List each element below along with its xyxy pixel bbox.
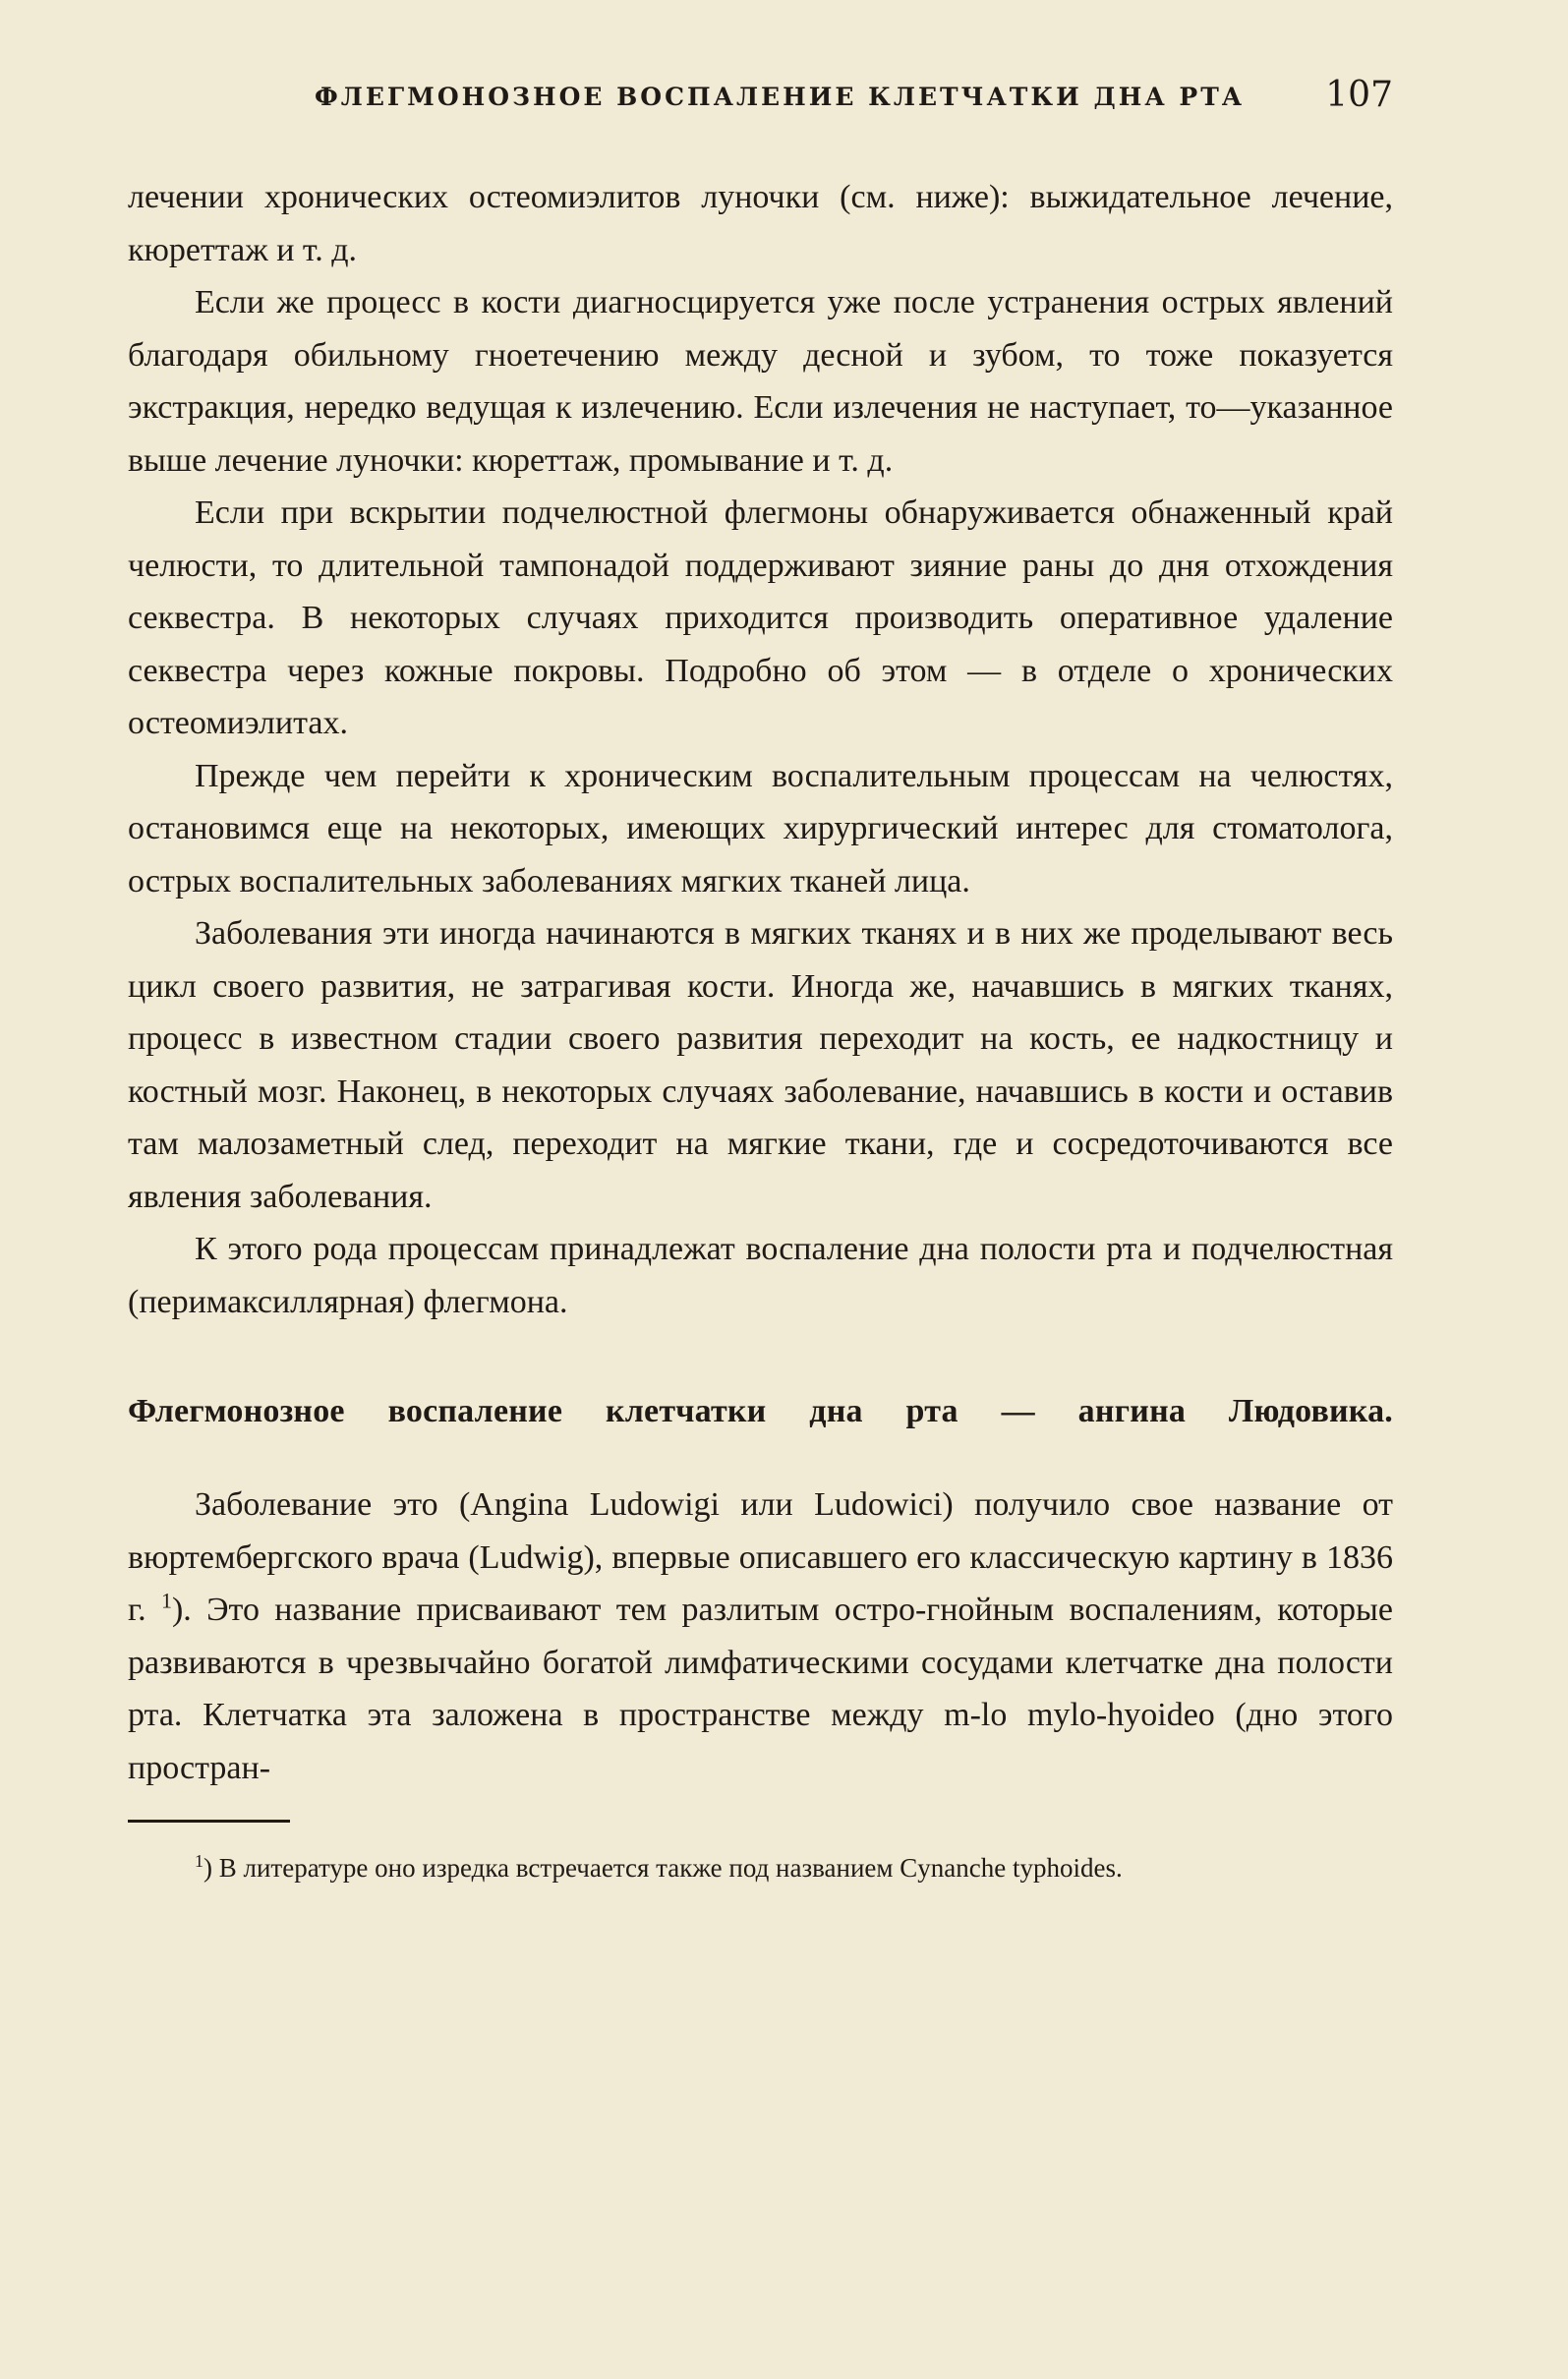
footnote-reference: 1 [160, 1588, 172, 1613]
ludwig-text-start: Заболевание это (Angina Ludowigi или Ludowici) получило свое название от вюртембергского врача (Ludwig), впервые описавшего его классическую картину в 1836 г. [128, 1486, 1393, 1628]
paragraph-ludwig-angina [128, 1479, 1393, 1794]
footnote [128, 1840, 1393, 1889]
running-title: ФЛЕГМОНОЗНОЕ ВОСПАЛЕНИЕ КЛЕТЧАТКИ ДНА РТА [315, 83, 1246, 111]
section-heading: Флегмонозное воспаление клетчатки дна рта — ангина Людовика. [128, 1393, 1393, 1429]
footnote-divider [128, 1820, 290, 1823]
running-head [128, 71, 1393, 130]
paragraph-bone-process: Если же процесс в кости диагносцируется уже после устранения острых явлений благодаря обильному гноетечению между десной и зубом, то тоже показуется экстракция, нередко ведущая к излечению. Если излечения не наступает, то—указанное выше лечение луночки: кюреттаж, промывание и т. д. [128, 284, 1393, 479]
paragraph-transition: Прежде чем перейти к хроническим воспалительным процессам на челюстях, остановимся еще на некоторых, имеющих хирургический интерес для стоматолога, острых воспалительных заболеваниях мягких тканей лица. [128, 757, 1393, 899]
paragraph-continuation: лечении хронических остеомиэлитов луночки (см. ниже): выжидательное лечение, кюреттаж и т. д. [128, 179, 1393, 268]
page-number: 107 [1325, 75, 1393, 115]
footnote-text: ) В литературе оно изредка встречается также под названием Cynanche typhoides. [203, 1853, 1123, 1883]
paragraph-process-type: К этого рода процессам принадлежат воспаление дна полости рта и подчелюстная (перимаксиллярная) флегмона. [128, 1231, 1393, 1320]
paragraph-phlegmon-opening: Если при вскрытии подчелюстной флегмоны обнаруживается обнаженный край челюсти, то длительной тампонадой поддерживают зияние раны до дня отхождения секвестра. В некоторых случаях приходится производить оперативное удаление секвестра через кожные покровы. Подробно об этом — в отделе о хронических остеомиэлитах. [128, 494, 1393, 741]
ludwig-text-end: ). Это название присваивают тем разлитым остро-гнойным воспалениям, которые развиваются в чрезвычайно богатой лимфатическими сосудами клетчатке дна полости рта. Клетчатка эта заложена в пространстве между m-lo mylo-hyoideo (дно этого простран- [128, 1592, 1393, 1786]
footnote-marker: 1 [195, 1851, 203, 1871]
main-text [128, 171, 1393, 1794]
paragraph-soft-tissue: Заболевания эти иногда начинаются в мягких тканях и в них же проделывают весь цикл своего развития, не затрагивая кости. Иногда же, начавшись в мягких тканях, процесс в известном стадии своего развития переходит на кость, ее надкостницу и костный мозг. Наконец, в некоторых случаях заболевание, начавшись в кости и оставив там малозаметный след, переходит на мягкие ткани, где и сосредоточиваются все явления заболевания. [128, 915, 1393, 1215]
